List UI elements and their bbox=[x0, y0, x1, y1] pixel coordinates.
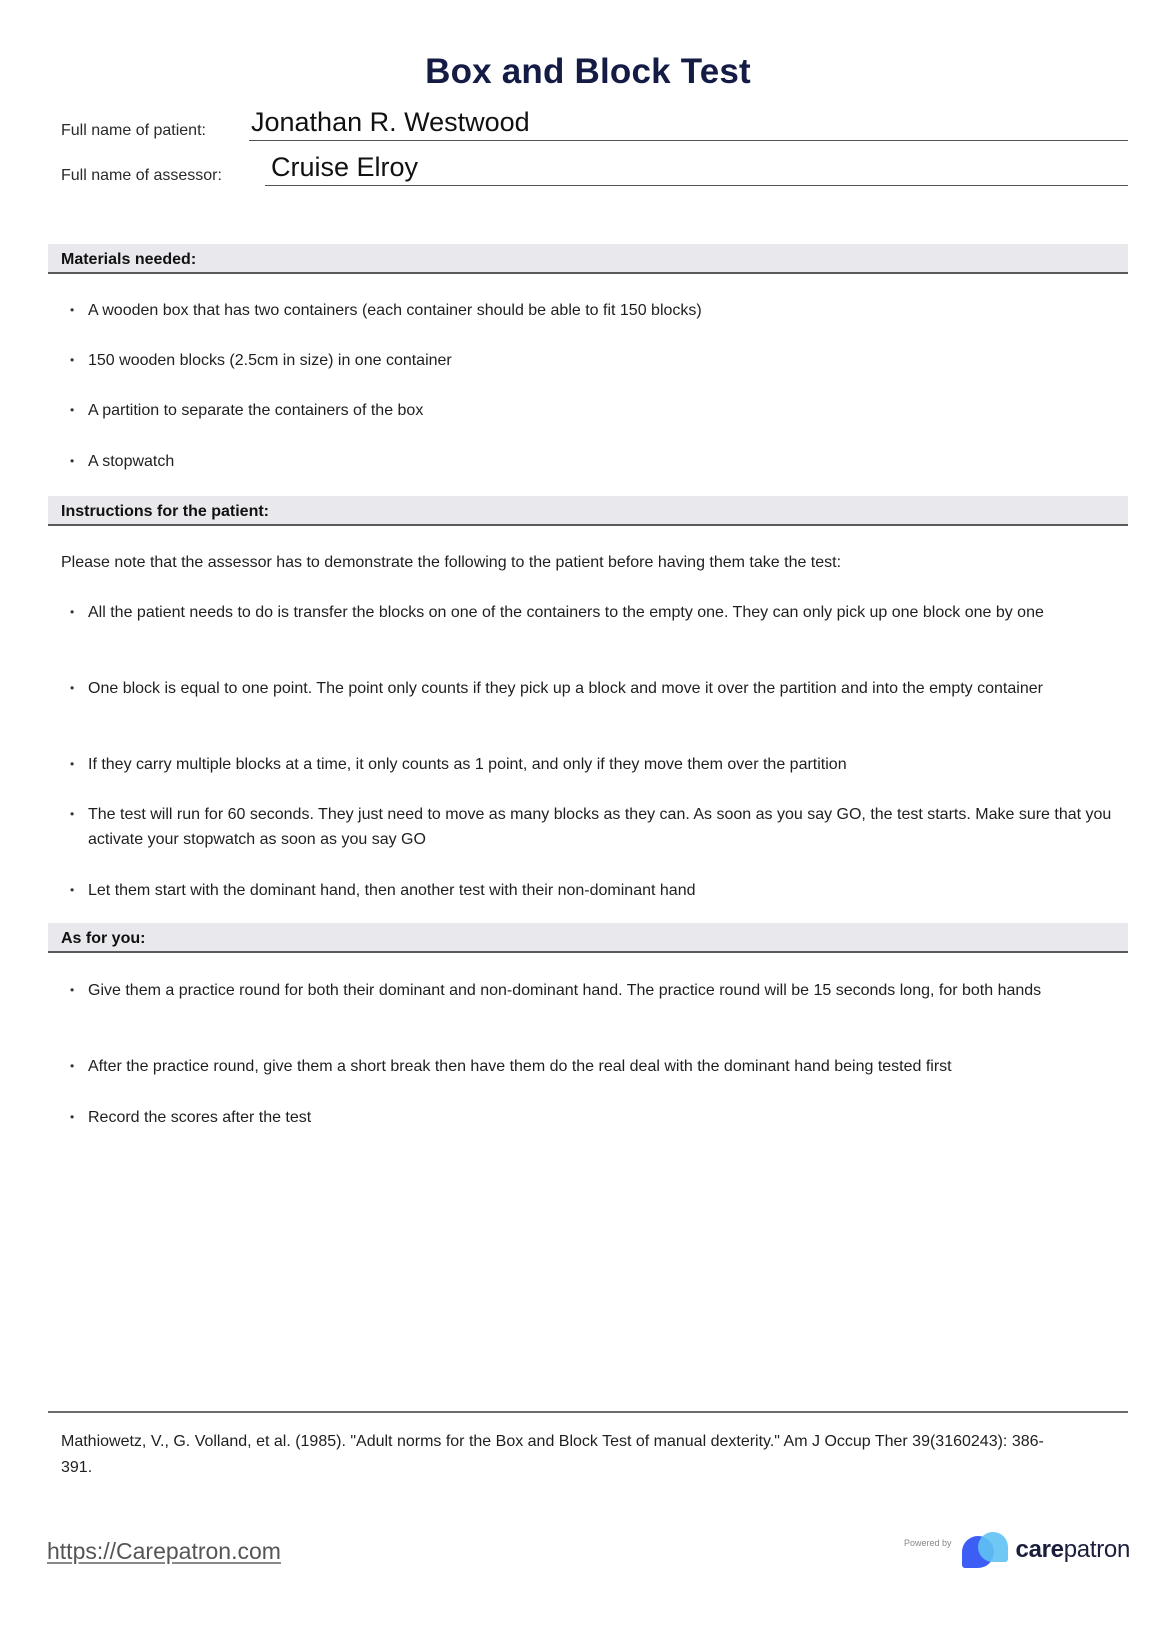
page-title: Box and Block Test bbox=[425, 52, 751, 91]
assessor-section-header: As for you: bbox=[48, 923, 1128, 953]
materials-section-header: Materials needed: bbox=[48, 244, 1128, 274]
list-item: • Record the scores after the test bbox=[61, 1105, 1120, 1130]
assessor-name-label: Full name of assessor: bbox=[61, 167, 222, 184]
assessor-name-row bbox=[61, 145, 1128, 189]
list-item: • 150 wooden blocks (2.5cm in size) in one container bbox=[61, 348, 1120, 373]
list-item: • All the patient needs to do is transfer the blocks on one of the containers to the empty one. They can only pick up one block one by one bbox=[61, 600, 1120, 625]
carepatron-logo-icon bbox=[962, 1532, 1010, 1568]
list-item: • A stopwatch bbox=[61, 449, 1120, 474]
list-item: • Give them a practice round for both their dominant and non-dominant hand. The practice round will be 15 seconds long, for both hands bbox=[61, 978, 1120, 1003]
instructions-section-header: Instructions for the patient: bbox=[48, 496, 1128, 526]
list-item: • A wooden box that has two containers (each container should be able to fit 150 blocks) bbox=[61, 298, 1120, 323]
powered-by-label: Powered by bbox=[904, 1538, 952, 1548]
list-item: • A partition to separate the containers of the box bbox=[61, 398, 1120, 423]
patient-name-field[interactable]: Jonathan R. Westwood bbox=[249, 104, 1128, 141]
list-item: • The test will run for 60 seconds. They just need to move as many blocks as they can. As soon as you say GO, the test starts. Make sure that you activate your stopwatch as soon as you say GO bbox=[61, 802, 1120, 852]
assessor-name-field[interactable]: Cruise Elroy bbox=[265, 149, 1128, 186]
wordmark-light: patron bbox=[1063, 1536, 1130, 1563]
patient-name-row bbox=[61, 100, 1128, 144]
instructions-intro: Please note that the assessor has to demonstrate the following to the patient before having them take the test: bbox=[61, 554, 842, 571]
list-item: • After the practice round, give them a short break then have them do the real deal with the dominant hand being tested first bbox=[61, 1054, 1120, 1079]
carepatron-link[interactable]: https://Carepatron.com bbox=[47, 1538, 281, 1564]
patient-name-label: Full name of patient: bbox=[61, 122, 206, 139]
powered-by-badge[interactable] bbox=[904, 1530, 1130, 1570]
carepatron-wordmark bbox=[1016, 1536, 1130, 1564]
list-item: • One block is equal to one point. The point only counts if they pick up a block and move it over the partition and into the empty container bbox=[61, 676, 1120, 701]
citation-text: Mathiowetz, V., G. Volland, et al. (1985). "Adult norms for the Box and Block Test of manual dexterity." Am J Occup Ther 39(3160243): 386-391. bbox=[61, 1433, 1044, 1476]
wordmark-bold: care bbox=[1015, 1536, 1064, 1563]
list-item: • Let them start with the dominant hand, then another test with their non-dominant hand bbox=[61, 878, 1120, 903]
list-item: • If they carry multiple blocks at a time, it only counts as 1 point, and only if they move them over the partition bbox=[61, 752, 1120, 777]
citation-divider bbox=[48, 1411, 1128, 1413]
